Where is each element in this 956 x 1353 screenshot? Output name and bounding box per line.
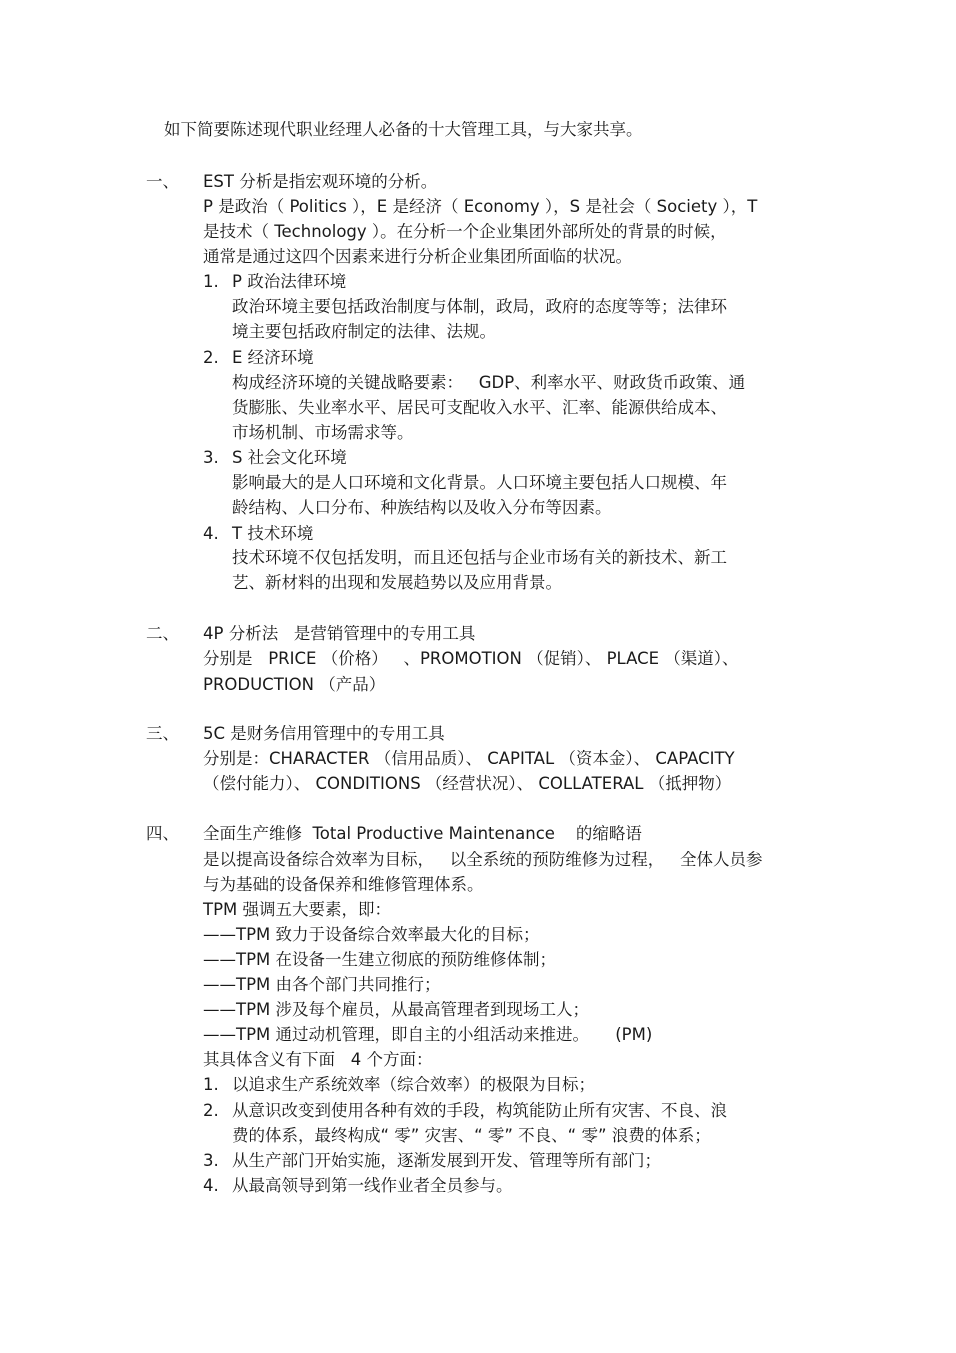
dash-item: ——TPM 由各个部门共同推行； <box>203 975 441 994</box>
intro-text: 如下简要陈述现代职业经理人必备的十大管理工具，与大家共享。 <box>164 120 643 139</box>
list-item-text: 构成经济环境的关键战略要素： GDP、利率水平、财政货币政策、通 <box>232 373 746 392</box>
section-marker: 一、 <box>146 172 179 191</box>
list-item-text: 从最高领导到第一线作业者全员参与。 <box>232 1176 513 1195</box>
list-item-text: 龄结构、人口分布、种族结构以及收入分布等因素。 <box>232 498 612 517</box>
list-item-text: 从生产部门开始实施，逐渐发展到开发、管理等所有部门； <box>232 1151 661 1170</box>
list-number: 1. <box>203 1075 219 1094</box>
list-item-text: 从意识改变到使用各种有效的手段，构筑能防止所有灾害、不良、浪 <box>232 1101 727 1120</box>
paragraph-line: PRODUCTION （产品） <box>203 675 386 694</box>
list-item-text: 市场机制、市场需求等。 <box>232 423 414 442</box>
section-heading: 4P 分析法 是营销管理中的专用工具 <box>203 624 476 643</box>
paragraph-line: 分别是：CHARACTER （信用品质）、 CAPITAL （资本金）、 CAPACITY <box>203 749 735 768</box>
list-item-text: 技术环境不仅包括发明，而且还包括与企业市场有关的新技术、新工 <box>232 548 727 567</box>
paragraph-line: 是以提高设备综合效率为目标， 以全系统的预防维修为过程， 全体人员参 <box>203 850 763 869</box>
list-item-text: 货膨胀、失业率水平、居民可支配收入水平、汇率、能源供给成本、 <box>232 398 727 417</box>
list-item-title: P 政治法律环境 <box>232 272 347 291</box>
dash-item: ——TPM 致力于设备综合效率最大化的目标； <box>203 925 540 944</box>
paragraph-line: 与为基础的设备保养和维修管理体系。 <box>203 875 484 894</box>
list-item-title: T 技术环境 <box>232 524 314 543</box>
paragraph-line: 分别是 PRICE （价格） 、PROMOTION （促销）、 PLACE （渠道）、 <box>203 649 739 668</box>
list-item-title: S 社会文化环境 <box>232 448 347 467</box>
section-heading: 全面生产维修 Total Productive Maintenance 的缩略语 <box>203 824 642 843</box>
list-item-text: 费的体系，最终构成“ 零” 灾害、“ 零” 不良、“ 零” 浪费的体系； <box>232 1126 711 1145</box>
paragraph-line: （偿付能力）、 CONDITIONS （经营状况）、 COLLATERAL （抵押物） <box>203 774 732 793</box>
paragraph-line: P 是政治（ Politics ），E 是经济（ Economy ），S 是社会（ Society ），T <box>203 197 758 216</box>
section-heading: EST 分析是指宏观环境的分析。 <box>203 172 438 191</box>
dash-item: ——TPM 在设备一生建立彻底的预防维修体制； <box>203 950 557 969</box>
list-item-text: 影响最大的是人口环境和文化背景。人口环境主要包括人口规模、年 <box>232 473 727 492</box>
section-marker: 二、 <box>146 624 179 643</box>
section-marker: 三、 <box>146 724 179 743</box>
list-number: 3. <box>203 1151 219 1170</box>
list-number: 2. <box>203 348 219 367</box>
dash-item: ——TPM 涉及每个雇员，从最高管理者到现场工人； <box>203 1000 590 1019</box>
list-item-text: 政治环境主要包括政治制度与体制，政局，政府的态度等等；法律环 <box>232 297 727 316</box>
list-item-text: 以追求生产系统效率（综合效率）的极限为目标； <box>232 1075 595 1094</box>
paragraph-line: 是技术（ Technology ）。在分析一个企业集团外部所处的背景的时候， <box>203 222 727 241</box>
list-item-title: E 经济环境 <box>232 348 314 367</box>
dash-item: ——TPM 通过动机管理，即自主的小组活动来推进。 (PM) <box>203 1025 653 1044</box>
list-item-text: 艺、新材料的出现和发展趋势以及应用背景。 <box>232 573 562 592</box>
section-marker: 四、 <box>146 824 179 843</box>
section-heading: 5C 是财务信用管理中的专用工具 <box>203 724 445 743</box>
list-number: 1. <box>203 272 219 291</box>
list-number: 4. <box>203 1176 219 1195</box>
list-number: 2. <box>203 1101 219 1120</box>
paragraph-line: TPM 强调五大要素，即： <box>203 900 392 919</box>
paragraph-line: 其具体含义有下面 4 个方面： <box>203 1050 433 1069</box>
list-number: 3. <box>203 448 219 467</box>
paragraph-line: 通常是通过这四个因素来进行分析企业集团所面临的状况。 <box>203 247 632 266</box>
list-item-text: 境主要包括政府制定的法律、法规。 <box>232 322 496 341</box>
list-number: 4. <box>203 524 219 543</box>
